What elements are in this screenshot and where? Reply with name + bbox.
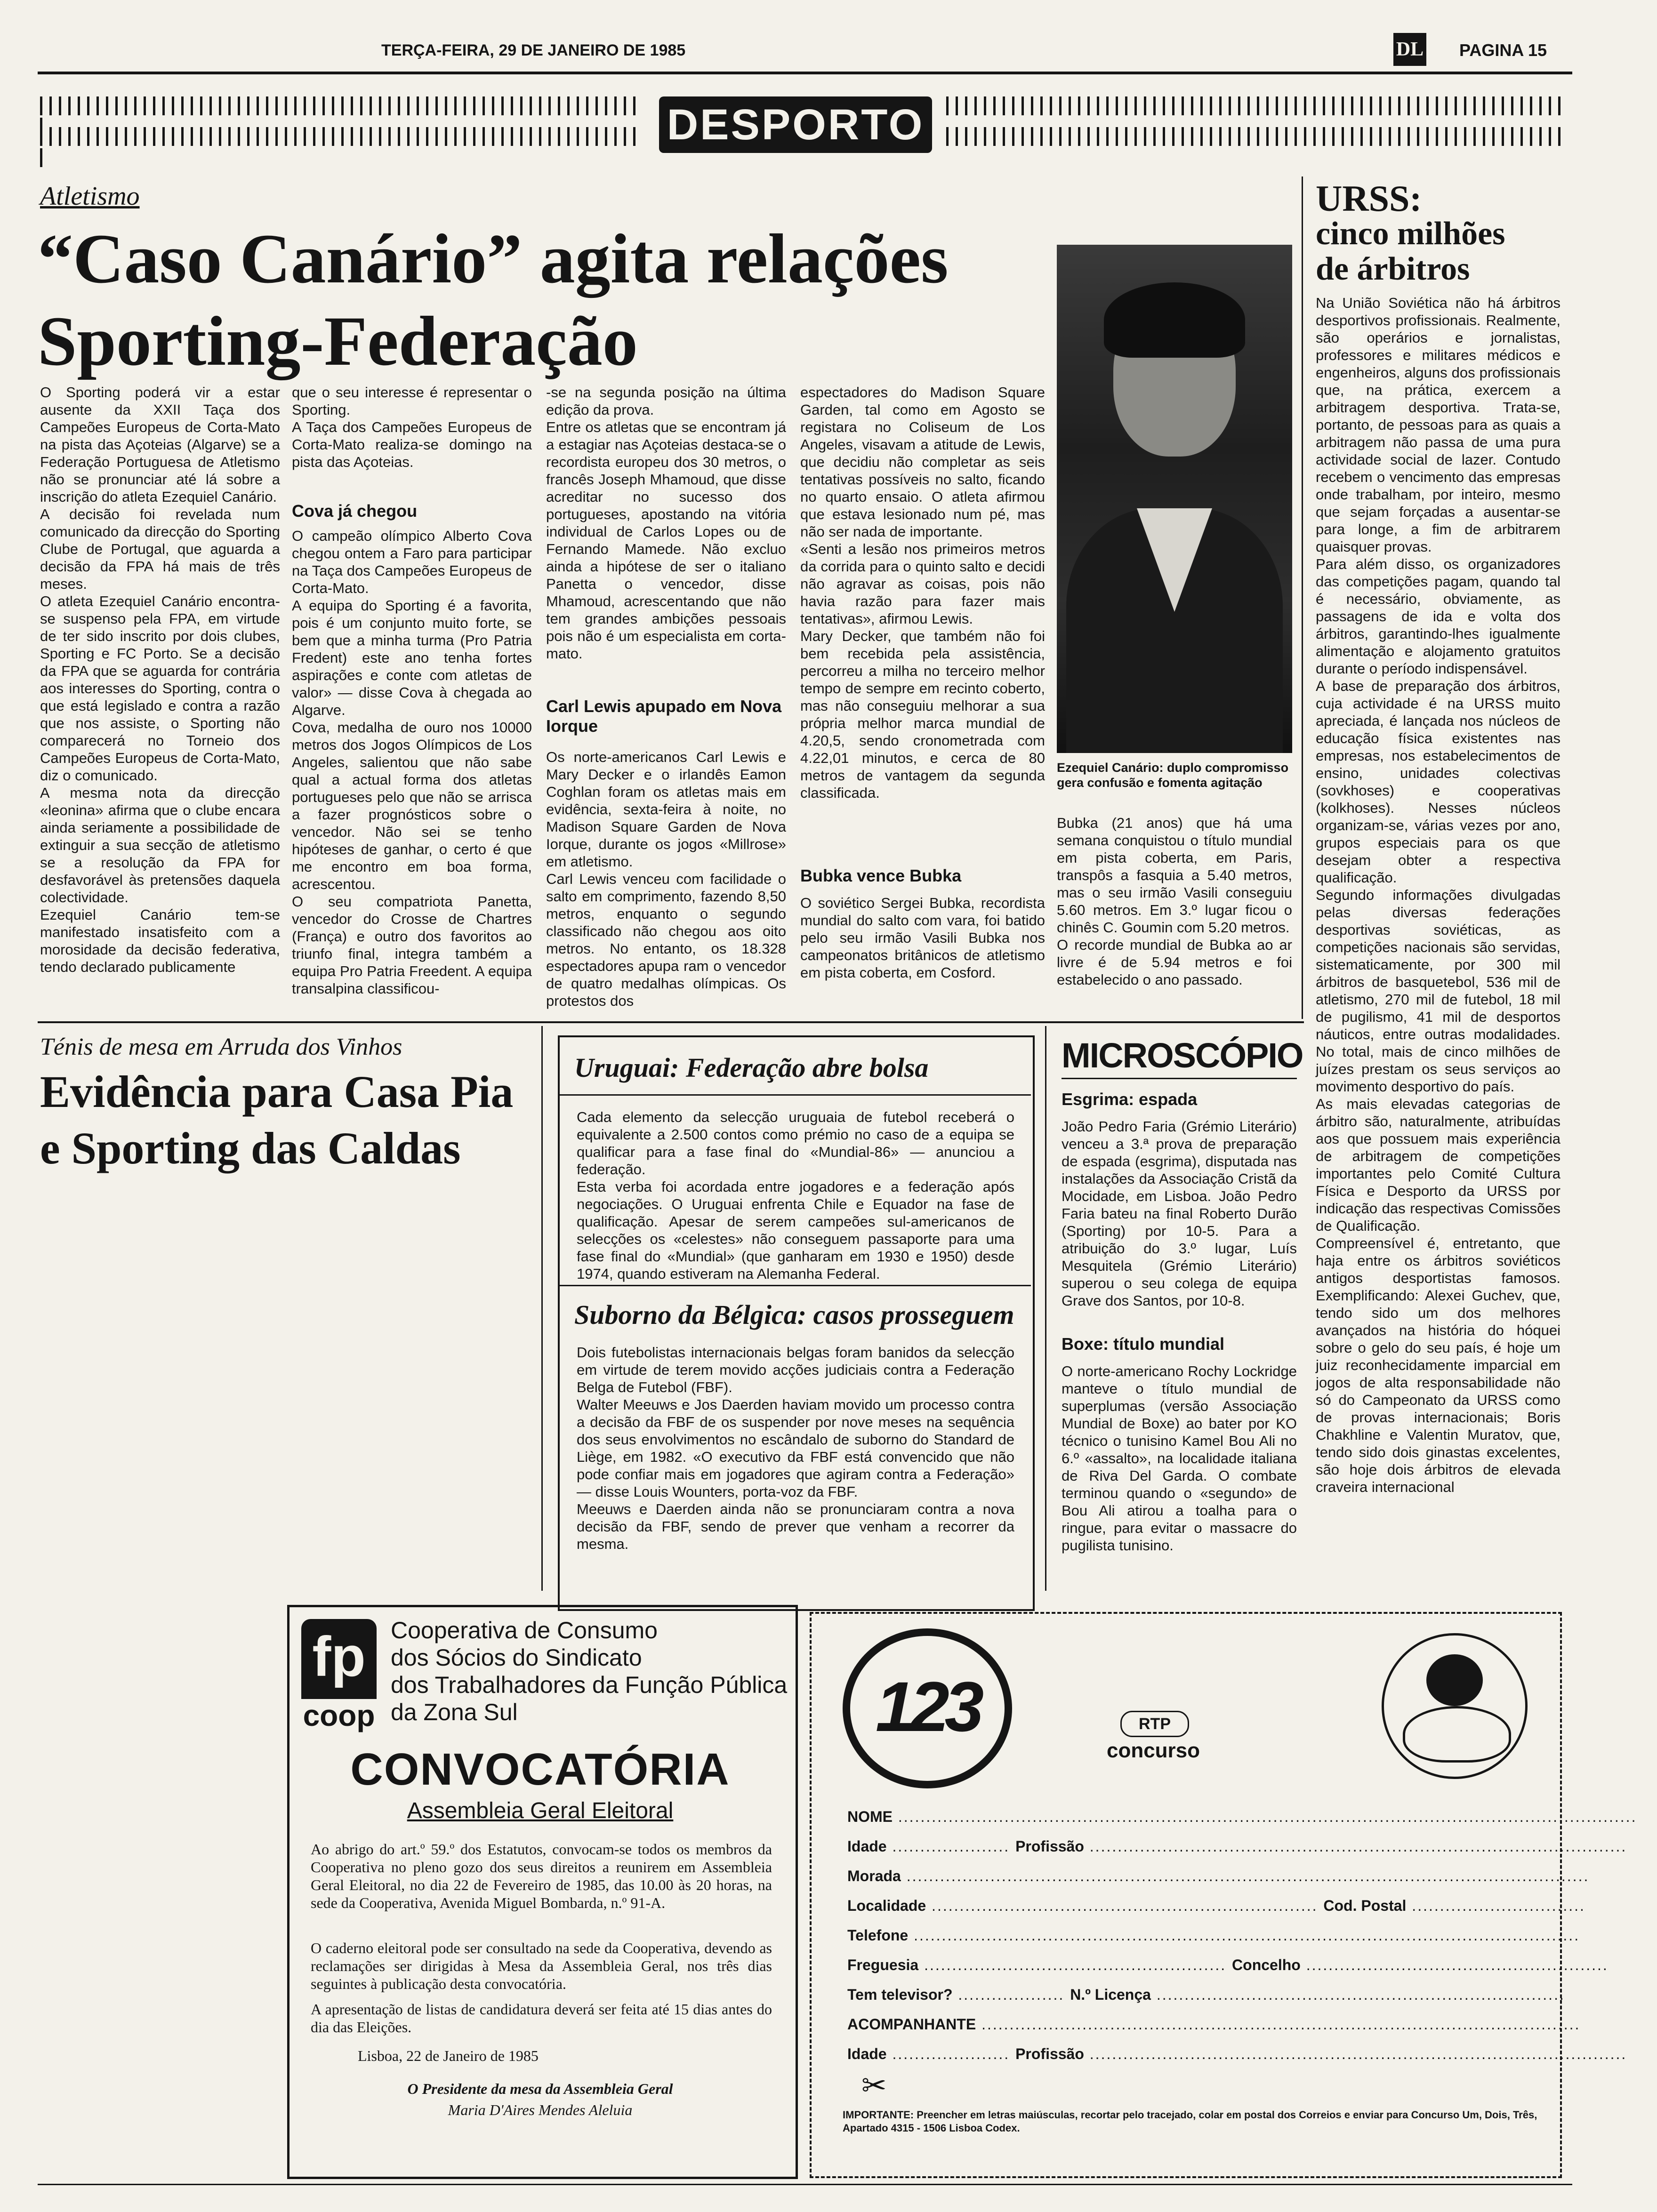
- form-localidade-line: .....................................................................: [926, 1897, 1324, 1914]
- form-localidade[interactable]: [847, 1897, 1585, 1915]
- tenis-col-1: [47, 1198, 278, 1758]
- divider-main-urss: [1302, 176, 1303, 1019]
- form-telefone-line: .......................................................................................................................: [908, 1927, 1580, 1944]
- urss-headline-3: de árbitros: [1316, 251, 1470, 287]
- ad-123-logo: [843, 1628, 1012, 1788]
- main-col-3a: -se na segunda posição na última edição da prova. Entre os atletas que se encontram já a estagiar nas Açoteias destaca-se o recordista europeu dos 30 metros, o francês Joseph Mhamoud, que disse acreditar no sucesso dos portugueses, apostando na vitória individual de Carlos Lopes ou de Fernando Mamede. Não excluo ainda a hipótese de ser o italiano Panetta o vencedor, disse Mhamoud, acrescentando que não tem grandes ambições pessoais pois não é um especialista em corta-mato.: [546, 384, 786, 662]
- main-headline-1: “Caso Canário” agita relações: [38, 220, 949, 298]
- tenis-headline-1: Evidência para Casa Pia: [40, 1066, 514, 1117]
- form-televisor[interactable]: [847, 1986, 1565, 2004]
- tenis-col-2: [292, 1198, 523, 1645]
- form-televisor-line: ...................: [952, 1986, 1070, 2003]
- main-col-4b: O soviético Sergei Bubka, recordista mundial do salto com vara, foi batido pelo seu irmão Vasili Bubka nos campeonatos britânicos de atletismo em pista coberta, em Cosford.: [800, 895, 1045, 981]
- form-freguesia-line: ......................................................: [918, 1956, 1232, 1973]
- scissors-icon: ✂: [861, 2068, 887, 2103]
- divider-main-bottom: [38, 1021, 1304, 1023]
- banner-ticks-left-top: [40, 96, 647, 115]
- microscopio-rule: [1062, 1078, 1297, 1079]
- belgica-headline: Suborno da Bélgica: casos prosseguem: [574, 1299, 1014, 1330]
- ad-fp-p2: O caderno eleitoral pode ser consultado na sede da Cooperativa, devendo as reclamações ser dirigidas à Mesa da Assembleia Geral, nos três dias seguintes à publicação desta convocatória.: [311, 1940, 772, 1992]
- ad-fp-coop: coop: [303, 1699, 375, 1732]
- tenis-col-3: [47, 1763, 282, 2167]
- ad-fp-place-date: Lisboa, 22 de Janeiro de 1985: [358, 2047, 539, 2064]
- form-freguesia-label: Freguesia: [847, 1956, 919, 1973]
- form-cod-postal-label: Cod. Postal: [1323, 1897, 1407, 1914]
- form-idade-2[interactable]: [847, 2045, 1627, 2063]
- ad-123-mascot-body: [1403, 1706, 1511, 1763]
- main-col-5: Bubka (21 anos) que há uma semana conquistou o título mundial em pista coberta, em Paris, transpôs a fasquia a 5.40 metros, mas o seu irmão Vasili conseguiu 5.60 metros. Em 3.º lugar ficou o chinês C. Goumin com 5.20 metros. O recorde mundial de Bubka ao ar livre é de 5.94 metros e foi estabelecido o ano passado.: [1057, 815, 1292, 988]
- uruguai-headline: Uruguai: Federação abre bolsa: [574, 1052, 929, 1083]
- ad-fp-logo-text: fp: [312, 1625, 366, 1688]
- ad-123-footer: IMPORTANTE: Preencher em letras maiúsculas, recortar pelo tracejado, colar em postal dos Correios e enviar para Concurso Um, Dois, Três, Apartado 4315 - 1506 Lisboa Codex.: [843, 2109, 1537, 2134]
- ad-fp-org-2: dos Sócios do Sindicato: [391, 1644, 642, 1671]
- tenis-headline-2: e Sporting das Caldas: [40, 1123, 461, 1173]
- urss-headline-2: cinco milhões: [1316, 216, 1505, 252]
- masthead-date: TERÇA-FEIRA, 29 DE JANEIRO DE 1985: [381, 41, 686, 59]
- ad-fp-org-1: Cooperativa de Consumo: [391, 1617, 658, 1643]
- form-acompanhante-label: ACOMPANHANTE: [847, 2016, 976, 2033]
- ad-fp-org-3: dos Trabalhadores da Função Pública: [391, 1672, 788, 1698]
- ad-fp-p3: A apresentação de listas de candidatura deverá ser feita até 15 dias antes do dia das Eleições.: [311, 2001, 772, 2036]
- banner-ticks-right-top: [946, 96, 1568, 115]
- belgica-body: Dois futebolistas internacionais belgas foram banidos da selecção em virtude de terem movido acções judiciais contra a Federação Belga de Futebol (FBF). Walter Meeuws e Jos Daerden haviam movido um processo contra a decisão da FBF de os suspender por nove meses na sequência dos seus envolvimentos no escândalo de suborno do Standard de Liège, em 1982. «O executivo da FBF está convencido que não pode confiar mais em jogadores que agiram contra a Federação» — disse Louis Wounters, porta-voz da FBF. Meeuws e Daerden ainda não se pronunciaram contra a nova decisão da FBF, sendo de prever que venham a recorrer da mesma.: [577, 1344, 1014, 1552]
- ad-123-rtp: [1120, 1711, 1189, 1737]
- main-sub-cova: Cova já chegou: [292, 501, 418, 521]
- ad-123-rtp-text: RTP: [1139, 1715, 1171, 1733]
- form-licenca-line: .........................................................................: [1150, 1986, 1565, 2003]
- athlete-photo-hair: [1104, 282, 1245, 358]
- form-profissao-2-label: Profissão: [1015, 2045, 1084, 2062]
- section-title: DESPORTO: [667, 101, 925, 149]
- form-profissao-2-line: ................................................................................................: [1084, 2045, 1627, 2062]
- microscopio-boxe: O norte-americano Rochy Lockridge manteve o título mundial de superplumas (versão Associação Mundial de Boxe) ao bater por KO técnico o tunisino Kamel Bou Ali no 6.º «assalto», na localidade italiana de Riva Del Garda. O combate terminou quando o «segundo» de Bou Ali atirou a toalha para o ringue, para evitar o massacre do pugilista tunisino.: [1062, 1363, 1297, 1554]
- form-idade-label: Idade: [847, 1838, 887, 1855]
- uruguai-belgica-rule: [558, 1285, 1031, 1286]
- microscopio-sub-esgrima: Esgrima: espada: [1062, 1090, 1198, 1109]
- form-televisor-label: Tem televisor?: [847, 1986, 953, 2003]
- ad-fp-org-4: da Zona Sul: [391, 1699, 518, 1725]
- section-banner: [659, 96, 932, 153]
- form-licenca-label: N.º Licença: [1070, 1986, 1151, 2003]
- page-bottom-rule: [38, 2184, 1572, 2185]
- banner-ticks-right-bottom: [946, 127, 1568, 146]
- athlete-photo-caption: Ezequiel Canário: duplo compromisso gera confusão e fomenta agitação: [1057, 761, 1289, 790]
- tenis-kicker: Ténis de mesa em Arruda dos Vinhos: [40, 1034, 402, 1060]
- ad-fp-signature-name: Maria D'Aires Mendes Aleluia: [448, 2101, 633, 2118]
- ad-fp-logo: [301, 1619, 377, 1699]
- divider-tenis-uruguai: [541, 1026, 543, 1591]
- form-idade-line: .....................: [886, 1838, 1016, 1855]
- banner-ticks-left-bottom: [40, 127, 647, 146]
- form-telefone[interactable]: [847, 1927, 1580, 1944]
- ad-123-mascot-head: [1426, 1654, 1483, 1706]
- form-morada-line: ..........................................................................................................................: [901, 1867, 1590, 1884]
- form-idade-2-label: Idade: [847, 2045, 887, 2062]
- main-col-1: O Sporting poderá vir a estar ausente da XXII Taça dos Campeões Europeus de Corta-Mato na pista das Açoteias (Algarve) se a Federação Portuguesa de Atletismo não se pronunciar até lá sobre a inscrição do atleta Ezequiel Canário. A decisão foi revelada num comunicado da direcção do Sporting Clube de Portugal, que aguarda a decisão da FPA há mais de três meses. O atleta Ezequiel Canário encontra-se suspenso pela FPA, em virtude de ter sido inscrito por dois clubes, Sporting e FC Porto. Se a decisão da FPA que se aguarda for contrária aos interesses do Sporting, contra o que está legislado e contra a razão que nos assiste, o Sporting não comparecerá no Torneio dos Campeões Europeus de Corta-Mato, diz o comunicado. A mesma nota da direcção «leonina» afirma que o clube encara ainda seriamente a possibilidade de extinguir a sua secção de atletismo se a resolução da FPA for desfavorável às pretensões daquela colectividade. Ezequiel Canário tem-se manifestado insatisfeito com a morosidade da decisão federativa, tendo declarado publicamente: [40, 384, 280, 975]
- main-sub-lewis: Carl Lewis apupado em Nova Iorque: [546, 697, 782, 736]
- main-col-4a: espectadores do Madison Square Garden, tal como em Agosto se registara no Coliseum de Los Angeles, visavam a atitude de Lewis, que decidiu não completar as seis tentativas possíveis no salto, ficando no quarto ensaio. O atleta afirmou que estava lesionado num pé, mas não ser nada de importante. «Senti a lesão nos primeiros metros da corrida para o quinto salto e decidi não agravar as coisas, pois não havia razão para fazer mais tentativas», afirmou Lewis. Mary Decker, que também não foi bem recebida pela assistência, percorreu a milha no terceiro melhor tempo de sempre em recinto coberto, mas não conseguiu melhorar a sua própria melhor marca mundial de 4.20,5, sendo cronometrada com 4.22,01 minutos, e cerca de 80 metros de vantagem da segunda classificada.: [800, 384, 1045, 801]
- ad-fp-subtitle: Assembleia Geral Eleitoral: [407, 1798, 674, 1823]
- main-kicker: Atletismo: [40, 182, 140, 211]
- masthead-rule: [38, 72, 1572, 74]
- athlete-photo: [1057, 245, 1292, 753]
- microscopio-sub-boxe: Boxe: título mundial: [1062, 1334, 1224, 1354]
- urss-body: Na União Soviética não há árbitros desportivos profissionais. Realmente, são operários e jornalistas, professores e militares médicos e engenheiros, alguns dos profissionais que, na prática, exercem a arbitragem desportiva. Trata-se, portanto, de pessoas para as quais a arbitragem não passa de uma pura actividade social de lazer. Contudo recebem o vencimento das empresas onde trabalham, por inteiro, mesmo que sejam forçadas a ausentar-se para longe, a fim de arbitrarem quaisquer provas. Para além disso, os organizadores das competições pagam, quando tal é necessário, obviamente, as passagens de ida e volta dos árbitros, garantindo-lhes igualmente alimentação e alojamento gratuitos durante o período indispensável. A base de preparação dos árbitros, cuja actividade é na URSS muito apreciada, é lançada nos núcleos de educação física existentes nas empresas, nos estabelecimentos de ensino, unidades colectivas (sovkhoses) e cooperativas (kolkhoses). Nesses núcleos organizam-se, várias vezes por ano, grupos especiais para os que desejam obter a respectiva qualificação. Segundo informações divulgadas pelas diversas federações desportivas soviéticas, as competições nacionais são servidas, sistematicamente, por 300 mil árbitros de basquetebol, 536 mil de atletismo, 270 mil de futebol, 18 mil de pugilismo, 41 mil de desportos náuticos, entre outras modalidades. No total, mais de cinco milhões de juízes prestam os seus serviços ao movimento desportivo do país. As mais elevadas categorias de árbitro são, naturalmente, atribuídas aos que possuem mais experiência de arbitragem de competições importantes pelo Comité Cultura Física e Desporto da URSS por indicação das respectivas Comissões de Qualificação. Compreensível é, entretanto, que haja entre os árbitros soviéticos antigos desportistas famosos. Exemplificando: Alexei Guchev, que, tendo sido um dos melhores avançados na história do hóquei sobre o gelo do seu país, é hoje um juiz reconhecidamente imparcial em jogos de alta responsabilidade não só do Campeonato da URSS como de provas internacionais; Boris Chakhline e Valentin Muratov, que, tendo sido dois ginastas excelentes, são hoje dois árbitros de elevada craveira internacional: [1316, 295, 1560, 1495]
- form-morada[interactable]: [847, 1867, 1590, 1885]
- form-nome[interactable]: [847, 1808, 1637, 1826]
- main-headline-2: Sporting-Federação: [38, 302, 638, 380]
- ad-123-logo-text: 123: [875, 1667, 980, 1746]
- ad-123-mascot: [1382, 1633, 1528, 1779]
- main-col-2b: O campeão olímpico Alberto Cova chegou ontem a Faro para participar na Taça dos Campeões Europeus de Corta-Mato. A equipa do Sporting é a favorita, pois é um conjunto muito forte, se bem que a minha turma (Pro Patria Fredent) este ano tenha fortes aspirações e conte com atletas de valor» — disse Cova à chegada ao Algarve. Cova, medalha de ouro nos 10000 metros dos Jogos Olímpicos de Los Angeles, salientou que não sabe qual a actual forma dos atletas portugueses pelo que não se arrisca a fazer prognósticos sobre o vencedor. Não sei se tenho hipóteses de ganhar, o certo é que me encontro em boa forma, acrescentou. O seu compatriota Panetta, vencedor do Crosse de Chartres (França) e outro dos favoritos ao triunfo final, integra também a equipa Pro Patria Freedent. A equipa transalpina classificou-: [292, 528, 532, 997]
- ad-fp-signature-title: O Presidente da mesa da Assembleia Geral: [407, 2080, 673, 2097]
- form-freguesia[interactable]: [847, 1956, 1609, 1974]
- main-col-2a: que o seu interesse é representar o Sporting. A Taça dos Campeões Europeus de Corta-Mato realiza-se domingo na pista das Açoteias.: [292, 384, 532, 470]
- masthead-logo: DL: [1393, 33, 1426, 66]
- form-nome-label: NOME: [847, 1808, 893, 1825]
- uruguai-body: Cada elemento da selecção uruguaia de futebol receberá o equivalente a 2.500 contos como prémio no caso de a equipa se qualificar para a fase final do «Mundial-86» — anunciou a federação. Esta verba foi acordada entre jogadores e a federação após negociações. O Uruguai enfrenta Chile e Equador na fase de qualificação. Apesar de serem campeões sul-americanos de selecções os «celestes» não conseguem passaporte para uma fase final do «Mundial» (que ganharam em 1930 e 1950) desde 1974, quando estiveram na Alemanha Federal.: [577, 1109, 1014, 1282]
- urss-headline-1: URSS:: [1316, 178, 1422, 219]
- form-idade-2-line: .....................: [886, 2045, 1016, 2062]
- form-idade[interactable]: [847, 1838, 1627, 1855]
- form-concelho-line: ......................................................: [1300, 1956, 1609, 1973]
- divider-uruguai-micro: [1045, 1026, 1046, 1591]
- form-profissao-label: Profissão: [1015, 1838, 1084, 1855]
- form-acompanhante[interactable]: [847, 2016, 1581, 2033]
- main-col-3b: Os norte-americanos Carl Lewis e Mary Decker e o irlandês Eamon Coghlan foram os atletas mais em evidência, sexta-feira à noite, no Madison Square Garden de Nova Iorque, durante os jogos «Millrose» em atletismo. Carl Lewis venceu com facilidade o salto em comprimento, fazendo 8,50 metros, enquanto o segundo classificado não chegou aos oito metros. No entanto, os 18.328 espectadores apupa ram o vencedor de quatro medalhas olímpicas. Os protestos dos: [546, 749, 786, 1009]
- form-profissao-line: ................................................................................................: [1084, 1838, 1627, 1855]
- form-acompanhante-line: ...........................................................................................................: [976, 2016, 1581, 2033]
- form-cod-postal-line: ...............................: [1406, 1897, 1585, 1914]
- form-localidade-label: Localidade: [847, 1897, 926, 1914]
- microscopio-esgrima: João Pedro Faria (Grémio Literário) venceu a 3.ª prova de preparação de espada (esgrima), disputada nas instalações da Associação Cristã da Mocidade, em Lisboa. João Pedro Faria bateu na final Roberto Durão (Sporting) por 10-5. Para a atribuição do 3.º lugar, Luís Mesquitela (Grémio Literário) superou o seu colega de equipa Grave dos Santos, por 10-8.: [1062, 1118, 1297, 1309]
- ad-fp-title: CONVOCATÓRIA: [350, 1744, 730, 1795]
- form-nome-line: ....................................................................................................................................: [893, 1808, 1637, 1825]
- form-telefone-label: Telefone: [847, 1927, 909, 1944]
- form-morada-label: Morada: [847, 1867, 901, 1884]
- form-concelho-label: Concelho: [1232, 1956, 1301, 1973]
- ad-123-concurso: concurso: [1106, 1739, 1200, 1762]
- microscopio-title: MICROSCÓPIO: [1062, 1036, 1303, 1075]
- masthead-page: PAGINA 15: [1459, 40, 1547, 60]
- main-sub-bubka: Bubka vence Bubka: [800, 866, 962, 885]
- uruguai-head-rule: [558, 1094, 1031, 1096]
- ad-fp-p1: Ao abrigo do art.º 59.º dos Estatutos, convocam-se todos os membros da Cooperativa no pleno gozo dos seus direitos a reunirem em Assembleia Geral Eleitoral, no dia 22 de Fevereiro de 1985, das 10.00 às 20 horas, na sede da Cooperativa, Avenida Miguel Bombarda, n.º 91-A.: [311, 1841, 772, 1911]
